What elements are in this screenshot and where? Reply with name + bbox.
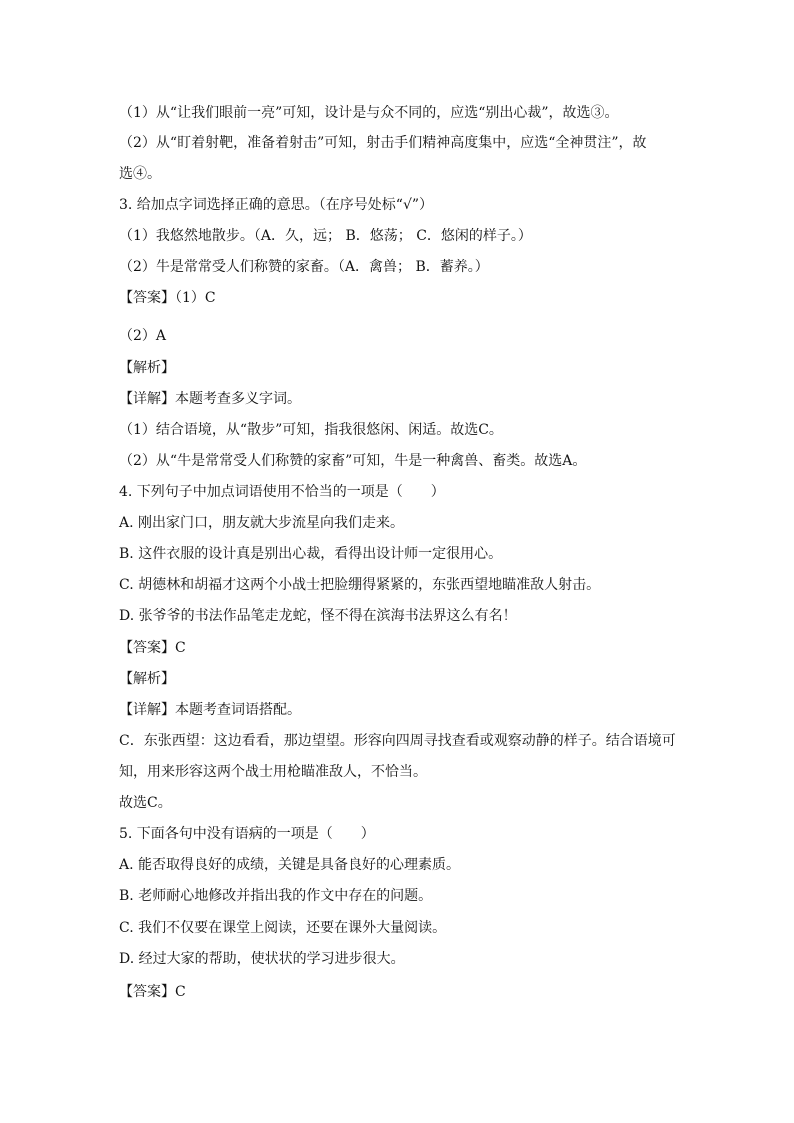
answer-label: 【答案】C (119, 640, 186, 656)
detail-label: 【详解】本题考查词语搭配。 (119, 702, 301, 718)
answer-label: 【答案】（1）C (119, 290, 216, 306)
option-a: A. 刚出家门口，朋友就大步流星向我们走来。 (119, 515, 405, 531)
option-c: C. 胡德林和胡福才这两个小战士把脸绷得紧紧的，东张西望地瞄准敌人射击。 (119, 577, 601, 593)
option-d: D. 经过大家的帮助，使状状的学习进步很大。 (119, 951, 405, 967)
option-b: B. 老师耐心地修改并指出我的作文中存在的问题。 (119, 888, 433, 904)
text-line: （2）从“牛是常常受人们称赞的家畜”可知，牛是一种禽兽、畜类。故选A。 (119, 453, 587, 469)
text-line: （1）结合语境，从“散步”可知，指我很悠闲、闲适。故选C。 (119, 422, 503, 438)
text-line: 选④。 (119, 166, 161, 182)
text-line: 知，用来形容这两个战士用枪瞄准敌人，不恰当。 (119, 764, 427, 780)
analysis-label: 【解析】 (119, 671, 175, 687)
option-c: C. 我们不仅要在课堂上阅读，还要在课外大量阅读。 (119, 920, 447, 936)
option-d: D. 张爷爷的书法作品笔走龙蛇，怪不得在滨海书法界这么有名！ (119, 608, 517, 624)
text-line: （2）牛是常常受人们称赞的家畜。（A．禽兽； B．蓄养。） (119, 259, 489, 275)
option-a: A. 能否取得良好的成绩，关键是具备良好的心理素质。 (119, 857, 461, 873)
option-b: B. 这件衣服的设计真是别出心裁，看得出设计师一定很用心。 (119, 546, 503, 562)
text-line: （2）从“盯着射靶，准备着射击”可知，射击手们精神高度集中，应选“全神贯注”，故 (119, 135, 647, 151)
question-heading: 5. 下面各句中没有语病的一项是（ ） (119, 826, 375, 842)
detail-label: 【详解】本题考查多义字词。 (119, 391, 301, 407)
text-line: （2）A (119, 328, 167, 344)
question-heading: 3. 给加点字词选择正确的意思。（在序号处标“√”） (119, 197, 434, 213)
text-line: （1）我悠然地散步。（A．久，远； B．悠荡； C．悠闲的样子。） (119, 228, 532, 244)
text-line: C．东张西望：这边看看，那边望望。形容向四周寻找查看或观察动静的样子。结合语境可 (119, 733, 676, 749)
analysis-label: 【解析】 (119, 360, 175, 376)
text-line: （1）从“让我们眼前一亮”可知，设计是与众不同的，应选“别出心裁”，故选③。 (119, 105, 619, 121)
text-line: 故选C。 (119, 795, 172, 811)
answer-label: 【答案】C (119, 984, 186, 1000)
question-heading: 4. 下列句子中加点词语使用不恰当的一项是（ ） (119, 484, 445, 500)
